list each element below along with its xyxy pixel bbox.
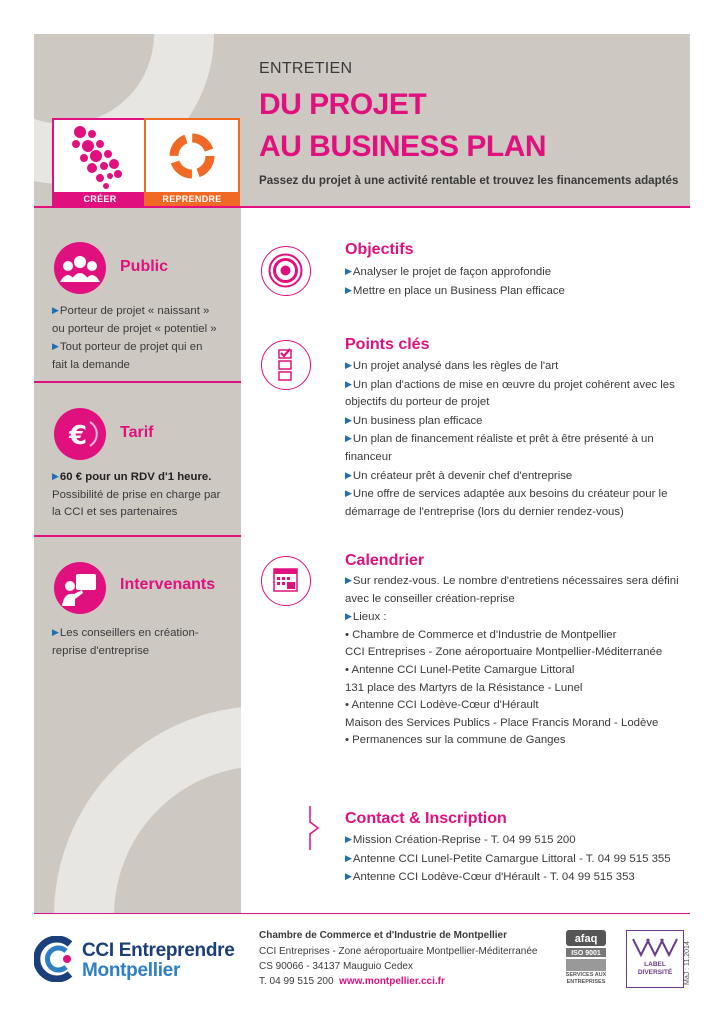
logo-text-line-1: CCI Entreprendre (82, 940, 235, 961)
arrow-icon: ▶ (345, 871, 352, 882)
footer-address-1: CCI Entreprises - Zone aéroportuaire Montpellier-Méditerranée (259, 946, 538, 957)
list-item: Antenne CCI Lunel-Petite Camargue Littoral - T. 04 99 515 355 (352, 852, 671, 865)
list-item: Mettre en place un Business Plan efficace (352, 284, 565, 297)
list-item: Lieux : (352, 611, 387, 624)
decorative-ring (54, 706, 241, 914)
objectifs-title: Objectifs (345, 241, 414, 258)
arrow-icon: ▶ (345, 852, 352, 863)
list-item: objectifs du porteur de projet (345, 396, 490, 409)
objectifs-list (345, 263, 690, 300)
tarif-price: 60 € pour un RDV d'1 heure. (59, 471, 212, 483)
logo-text-line-2: Montpellier (82, 960, 181, 981)
list-item: financeur (345, 450, 392, 463)
arrow-icon: ▶ (345, 488, 352, 499)
diversite-line-1: LABEL (644, 961, 666, 968)
page-subtitle: Passez du projet à une activité rentable et trouvez les financements adaptés (259, 174, 679, 187)
tile-creer-label: CRÉER (52, 192, 148, 206)
list-item: démarrage de l'entreprise (lors du dernier rendez-vous) (345, 505, 624, 518)
list-item: Maison des Services Publics - Place Francis Morand - Lodève (345, 716, 659, 729)
list-item: • Permanences sur la commune de Ganges (345, 734, 566, 747)
dna-icon (54, 120, 146, 192)
update-date: MàJ : 11.2014 (684, 941, 691, 985)
arrow-icon: ▶ (52, 627, 59, 637)
arrow-icon: ▶ (345, 433, 352, 444)
cci-logo-icon (34, 936, 80, 982)
points-cles-title: Points clés (345, 336, 430, 353)
list-item: 131 place des Martyrs de la Résistance - Lunel (345, 681, 583, 694)
footer-org: Chambre de Commerce et d'Industrie de Montpellier (259, 930, 507, 941)
list-item: Antenne CCI Lodève-Cœur d'Hérault - T. 04 99 515 353 (352, 871, 635, 884)
header-rule (34, 206, 690, 208)
arrow-icon: ▶ (345, 284, 352, 295)
arrow-icon: ▶ (345, 360, 352, 370)
list-item: Un business plan efficace (352, 414, 483, 427)
intervenants-line: reprise d'entreprise (52, 644, 150, 657)
arrow-icon: ▶ (345, 611, 352, 622)
arrow-icon: ▶ (345, 575, 352, 585)
arrow-icon: ▶ (52, 471, 59, 481)
lifebuoy-icon (146, 120, 238, 192)
contact-list (345, 831, 690, 887)
sidebar-divider (34, 381, 241, 383)
public-line: Porteur de projet « naissant » (59, 305, 210, 317)
public-line: fait la demande (52, 358, 130, 371)
svg-text:€: € (69, 421, 88, 451)
arrow-icon: ▶ (345, 266, 352, 276)
arrow-icon: ▶ (345, 834, 352, 844)
calendrier-title: Calendrier (345, 552, 425, 569)
list-item: • Chambre de Commerce et d'Industrie de Montpellier (345, 628, 617, 641)
tarif-line: Possibilité de prise en charge par (52, 488, 221, 501)
list-item: Une offre de services adaptée aux besoins du créateur pour le (352, 488, 668, 501)
list-item: Un plan de financement réaliste et prêt à être présenté à un (352, 433, 654, 446)
list-item: • Antenne CCI Lunel-Petite Camargue Littoral (345, 663, 575, 676)
tarif-title: Tarif (120, 424, 154, 441)
afaq-bottom-text: SERVICES AUX ENTREPRISES (565, 972, 607, 985)
speaker-icon (54, 562, 106, 614)
footer-phone: T. 04 99 515 200 (259, 976, 334, 987)
afaq-certification-badge (560, 930, 612, 988)
footer-address-2: CS 90066 - 34137 Mauguio Cedex (259, 961, 413, 972)
intervenants-title: Intervenants (120, 576, 216, 593)
intervenants-line: Les conseillers en création- (59, 627, 199, 639)
chevron-right-icon (308, 806, 322, 850)
afaq-top-text: afaq (574, 933, 598, 945)
label-diversite-badge (626, 930, 684, 988)
footer-rule (34, 913, 690, 914)
list-item: CCI Entreprises - Zone aéroportuaire Montpellier-Méditerranée (345, 646, 663, 659)
tarif-line: la CCI et ses partenaires (52, 506, 178, 519)
tile-creer (52, 118, 148, 206)
arrow-icon: ▶ (345, 469, 352, 480)
arrow-icon: ▶ (345, 414, 352, 425)
euro-icon (54, 408, 106, 460)
checklist-icon (261, 340, 311, 390)
list-item: Analyser le projet de façon approfondie (352, 266, 552, 278)
calendrier-list (345, 572, 690, 750)
footer-contact (259, 974, 445, 989)
diversite-line-2: DIVERSITÉ (637, 969, 673, 976)
eyebrow: ENTRETIEN (259, 60, 353, 77)
list-item: Un plan d'actions de mise en œuvre du projet cohérent avec les (352, 378, 675, 391)
arrow-icon: ▶ (345, 378, 352, 389)
tile-reprendre-label: REPRENDRE (144, 192, 240, 206)
calendar-icon (261, 556, 311, 606)
intervenants-text (52, 624, 232, 660)
tarif-text (52, 468, 232, 522)
arrow-icon: ▶ (52, 305, 59, 315)
sidebar-divider (34, 535, 241, 537)
list-item: avec le conseiller création-reprise (345, 592, 515, 605)
contact-title: Contact & Inscription (345, 810, 507, 827)
target-icon (261, 246, 311, 296)
group-icon (54, 242, 106, 294)
list-item: Un créateur prêt à devenir chef d'entreprise (352, 469, 573, 482)
page-title-line-2: AU BUSINESS PLAN (259, 130, 547, 163)
points-cles-list (345, 357, 690, 521)
footer-url-link[interactable]: www.montpellier.cci.fr (339, 976, 445, 987)
list-item: • Antenne CCI Lodève-Cœur d'Hérault (345, 699, 539, 712)
page-title-line-1: DU PROJET (259, 88, 427, 121)
public-title: Public (120, 258, 169, 275)
tile-reprendre (144, 118, 240, 206)
list-item: Sur rendez-vous. Le nombre d'entretiens nécessaires sera défini (352, 575, 679, 587)
list-item: Un projet analysé dans les règles de l'art (352, 360, 559, 372)
public-line: ou porteur de projet « potentiel » (52, 322, 217, 335)
arrow-icon: ▶ (52, 341, 59, 352)
list-item: Mission Création-Reprise - T. 04 99 515 200 (352, 834, 576, 846)
people-chain-icon (627, 933, 683, 963)
public-text (52, 302, 232, 374)
public-line: Tout porteur de projet qui en (59, 341, 203, 354)
afaq-iso-text: ISO 9001 (571, 950, 601, 957)
